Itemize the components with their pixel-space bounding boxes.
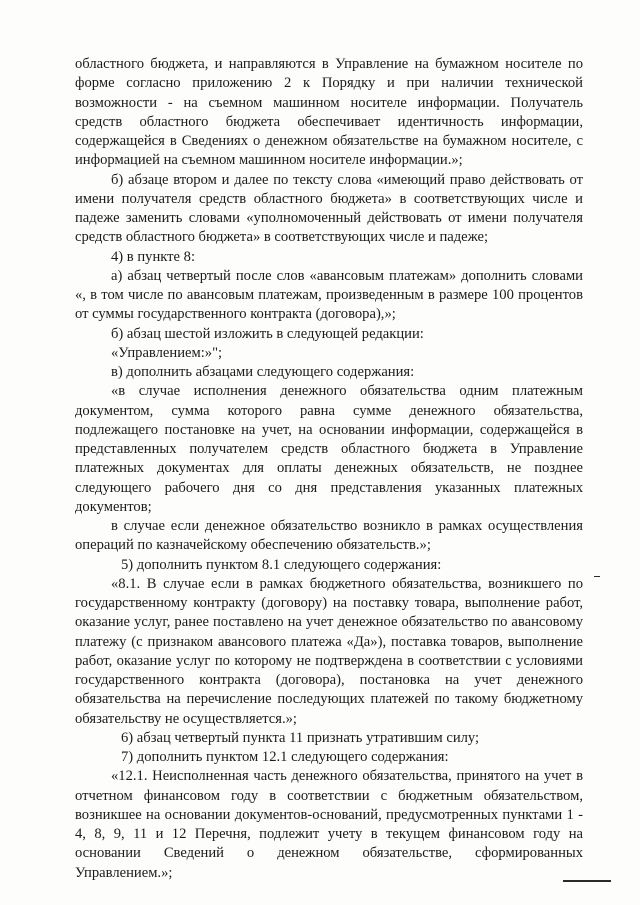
paragraph-p11: «8.1. В случае если в рамках бюджетного обязательства, возникшего по государственному контракту (договору) на поставку товара, выполнение работ, оказание услуг, ранее поставлено на учет денежное обязательство по авансовому платежу (с признаком авансового платежа «Да»), поставка товаров, выполнение работ, оказание услуг по которому не подтверждена в соответствии с условиями государственного контракта (договора), постановка на учет денежного обязательства на перечисление последующих платежей по такому бюджетному обязательству не осуществляется.»; [75,575,583,727]
paragraph-p7: в) дополнить абзацами следующего содержания: [111,364,415,380]
paragraph-p13: 7) дополнить пунктом 12.1 следующего содержания: [121,749,449,765]
scan-mark [594,576,600,577]
paragraph-p14: «12.1. Неисполненная часть денежного обязательства, принятого на учет в отчетном финансовом году в соответствии с бюджетным обязательством, возникшее на основании документов-оснований, предусмотренных пунктами 1 - 4, 8, 9, 11 и 12 Перечня, подлежит учету в текущем финансовом году на основании Сведений о денежном обязательстве, сформированных Управлением.»; [75,768,583,881]
paragraph-p3: 4) в пункте 8: [111,248,196,265]
paragraph-p2: б) абзаце втором и далее по тексту слова «имеющий право действовать от имени получателя средств областного бюджета» в соответствующих числе и падеже заменить словами «уполномоченный действовать от имени получателя средств областного бюджета» в соответствующих числе и падеже; [75,171,583,246]
paragraph-p12: 6) абзац четвертый пункта 11 признать утратившим силу; [121,729,480,746]
bottom-rule [563,880,611,882]
paragraph-p8: «в случае исполнения денежного обязательства одним платежным документом, сумма которого равна сумме денежного обязательства, подлежащего постановке на учет, на основании информации, содержащейся в представленных получателем средств областного бюджета в Управление платежных документах для оплаты денежных обязательств, не позднее следующего рабочего дня со дня представления указанных платежных документов; [75,383,583,515]
paragraph-p4: а) абзац четвертый после слов «авансовым платежам» дополнить словами «, в том числе по авансовым платежам, произведенным в размере 100 процентов от суммы государственного контракта (договора),»; [75,267,583,323]
paragraph-p1: областного бюджета, и направляются в Управление на бумажном носителе по форме согласно приложению 2 к Порядку и при наличии технической возможности - на съемном машинном носителе информации. Получатель средств областного бюджета обеспечивает идентичность информации, содержащейся в Сведениях о денежном обязательстве на бумажном носителе, с информацией на съемном машинном носителе информации.»; [75,56,583,169]
document-body [75,55,583,883]
paragraph-p5: б) абзац шестой изложить в следующей редакции: [111,325,424,342]
paragraph-p6: «Управлением:»"; [111,344,223,361]
paragraph-p9: в случае если денежное обязательство возникло в рамках осуществления операций по казначейскому обеспечению обязательств.»; [75,518,583,554]
paragraph-p10: 5) дополнить пунктом 8.1 следующего содержания: [121,556,442,573]
